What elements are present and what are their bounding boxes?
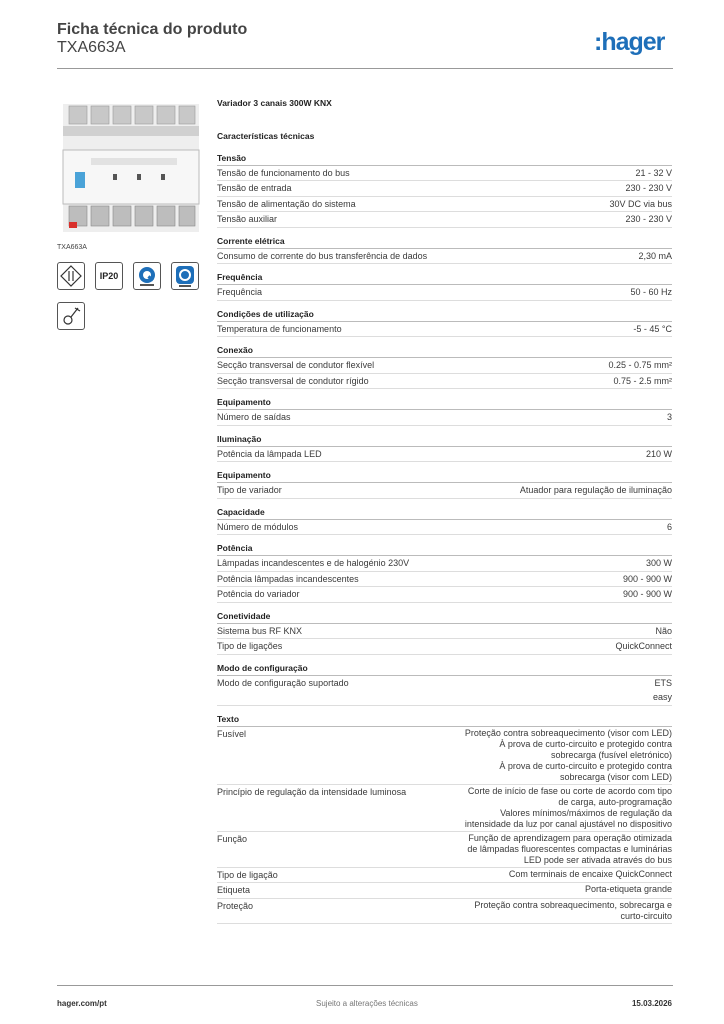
spec-section xyxy=(217,505,672,536)
header-divider xyxy=(57,68,673,69)
spec-label: Tipo de variador xyxy=(217,485,282,495)
tech-heading: Características técnicas xyxy=(217,131,315,141)
spec-label: Função xyxy=(217,833,248,844)
spec-content xyxy=(217,96,672,924)
spec-row xyxy=(217,639,672,655)
spec-row xyxy=(217,197,672,213)
spec-section xyxy=(217,270,672,301)
spec-value: 50 - 60 Hz xyxy=(630,287,672,297)
spec-sections xyxy=(217,151,672,924)
spec-row xyxy=(217,868,672,884)
spec-label: Fusível xyxy=(217,728,247,739)
spec-value: 6 xyxy=(666,521,672,532)
spec-label: Tipo de ligação xyxy=(217,869,278,880)
footer-website: hager.com/pt xyxy=(57,999,107,1008)
section-title: Tensão xyxy=(217,151,672,166)
spec-value: Proteção contra sobreaquecimento, sobrecarga e curto-circuito xyxy=(474,899,672,921)
spec-row xyxy=(217,587,672,603)
spec-label: Tensão de funcionamento do bus xyxy=(217,167,350,178)
section-title: Iluminação xyxy=(217,432,672,447)
spec-row xyxy=(217,676,672,706)
spec-row xyxy=(217,883,672,899)
footer-notice: Sujeito a alterações técnicas xyxy=(316,999,418,1008)
spec-value: Função de aprendizagem para operação otimizada de lâmpadas fluorescentes compactas e luminárias LED pode ser ativada através do bus xyxy=(467,832,672,865)
spec-label: Potência do variador xyxy=(217,589,300,599)
spec-row xyxy=(217,624,672,640)
spec-row xyxy=(217,181,672,197)
spec-label: Tensão de alimentação do sistema xyxy=(217,198,356,209)
spec-section xyxy=(217,343,672,389)
footer-date: 15.03.2026 xyxy=(631,999,672,1008)
spec-row xyxy=(217,374,672,390)
ip20-badge: IP20 xyxy=(95,262,123,290)
spec-label: Número de saídas xyxy=(217,412,291,422)
product-name: Variador 3 canais 300W KNX xyxy=(217,98,332,108)
spec-label: Lâmpadas incandescentes e de halogénio 230V xyxy=(217,558,410,568)
spec-row xyxy=(217,447,672,463)
spec-value: QuickConnect xyxy=(615,641,672,651)
section-title: Conexão xyxy=(217,343,672,358)
spec-label: Tipo de ligações xyxy=(217,641,283,651)
spec-value: 230 - 230 V xyxy=(625,183,672,193)
spec-label: Sistema bus RF KNX xyxy=(217,625,303,636)
spec-value: 0.75 - 2.5 mm² xyxy=(613,375,672,386)
spec-row xyxy=(217,572,672,588)
page-title: Ficha técnica do produto xyxy=(57,21,248,38)
spec-section xyxy=(217,234,672,265)
spec-label: Tensão de entrada xyxy=(217,183,292,193)
spec-row xyxy=(217,832,672,868)
spec-section xyxy=(217,432,672,463)
quality-mark-icon xyxy=(133,262,161,290)
spec-value: Não xyxy=(655,625,672,636)
spec-label: Secção transversal de condutor rígido xyxy=(217,375,369,386)
spec-label: Temperatura de funcionamento xyxy=(217,323,342,334)
section-title: Equipamento xyxy=(217,395,672,410)
spec-section xyxy=(217,609,672,655)
spec-label: Secção transversal de condutor flexível xyxy=(217,360,375,370)
spec-value: 3 xyxy=(666,412,672,422)
spec-row xyxy=(217,483,672,499)
spec-label: Potência da lâmpada LED xyxy=(217,448,322,459)
spec-row xyxy=(217,727,672,785)
section-title: Corrente elétrica xyxy=(217,234,672,249)
spec-label: Modo de configuração suportado xyxy=(217,677,349,688)
product-code: TXA663A xyxy=(57,39,126,56)
hager-logo xyxy=(594,27,676,57)
spec-value: Porta-etiqueta grande xyxy=(584,884,672,894)
spec-row xyxy=(217,410,672,426)
section-title: Condições de utilização xyxy=(217,307,672,322)
spec-value: -5 - 45 °C xyxy=(633,323,672,334)
spec-label: Frequência xyxy=(217,287,263,297)
spec-value: 900 - 900 W xyxy=(622,589,672,599)
spec-label: Número de módulos xyxy=(217,521,299,532)
double-insulation-icon xyxy=(57,262,85,290)
spec-row xyxy=(217,520,672,536)
spec-value: 230 - 230 V xyxy=(625,214,672,224)
spec-section xyxy=(217,307,672,338)
installation-icon xyxy=(57,302,85,330)
spec-label: Tensão auxiliar xyxy=(217,214,278,224)
spec-label: Potência lâmpadas incandescentes xyxy=(217,573,359,584)
spec-section xyxy=(217,712,672,924)
section-title: Frequência xyxy=(217,270,672,285)
spec-value: Corte de início de fase ou corte de acordo com tipo de carga, auto-programação Valores mínimos/máximos de regulação da intensidade da luz por canal ajustável no dispositivo xyxy=(464,785,672,829)
section-title: Conetividade xyxy=(217,609,672,624)
spec-value: 0.25 - 0.75 mm² xyxy=(608,360,672,370)
spec-label: Consumo de corrente do bus transferência de dados xyxy=(217,250,428,261)
spec-row xyxy=(217,166,672,182)
spec-section xyxy=(217,541,672,603)
spec-section xyxy=(217,151,672,228)
spec-row xyxy=(217,358,672,374)
section-title: Capacidade xyxy=(217,505,672,520)
spec-row xyxy=(217,322,672,338)
spec-row xyxy=(217,212,672,228)
spec-row xyxy=(217,556,672,572)
spec-value: 21 - 32 V xyxy=(635,167,672,178)
spec-row xyxy=(217,899,672,924)
spec-value: Atuador para regulação de iluminação xyxy=(519,485,672,495)
image-caption: TXA663A xyxy=(57,244,87,251)
spec-row xyxy=(217,249,672,265)
spec-row xyxy=(217,785,672,832)
spec-label: Proteção xyxy=(217,900,254,911)
spec-value: 900 - 900 W xyxy=(622,573,672,584)
spec-section xyxy=(217,468,672,499)
footer-divider xyxy=(57,985,673,986)
svg-text::hager: :hager xyxy=(594,28,665,56)
section-title: Texto xyxy=(217,712,672,727)
section-title: Modo de configuração xyxy=(217,661,672,676)
spec-value: 210 W xyxy=(645,448,672,459)
spec-value: ETS easy xyxy=(652,677,672,702)
spec-value: 2,30 mA xyxy=(638,250,672,261)
spec-section xyxy=(217,395,672,426)
product-image xyxy=(57,94,205,240)
spec-label: Princípio de regulação da intensidade luminosa xyxy=(217,786,407,797)
section-title: Potência xyxy=(217,541,672,556)
spec-section xyxy=(217,661,672,706)
spec-row xyxy=(217,285,672,301)
spec-value: 300 W xyxy=(645,558,672,568)
knx-easy-icon xyxy=(171,262,199,290)
spec-value: Com terminais de encaixe QuickConnect xyxy=(508,868,672,879)
section-title: Equipamento xyxy=(217,468,672,483)
spec-value: Proteção contra sobreaquecimento (visor com LED) À prova de curto-circuito e protegido contra sobrecarga (fusível eletrónico) À prova de curto-circuito e protegido contra sobrecarga (visor com LED) xyxy=(464,727,672,782)
spec-value: 30V DC via bus xyxy=(609,198,672,209)
spec-label: Etiqueta xyxy=(217,885,251,895)
